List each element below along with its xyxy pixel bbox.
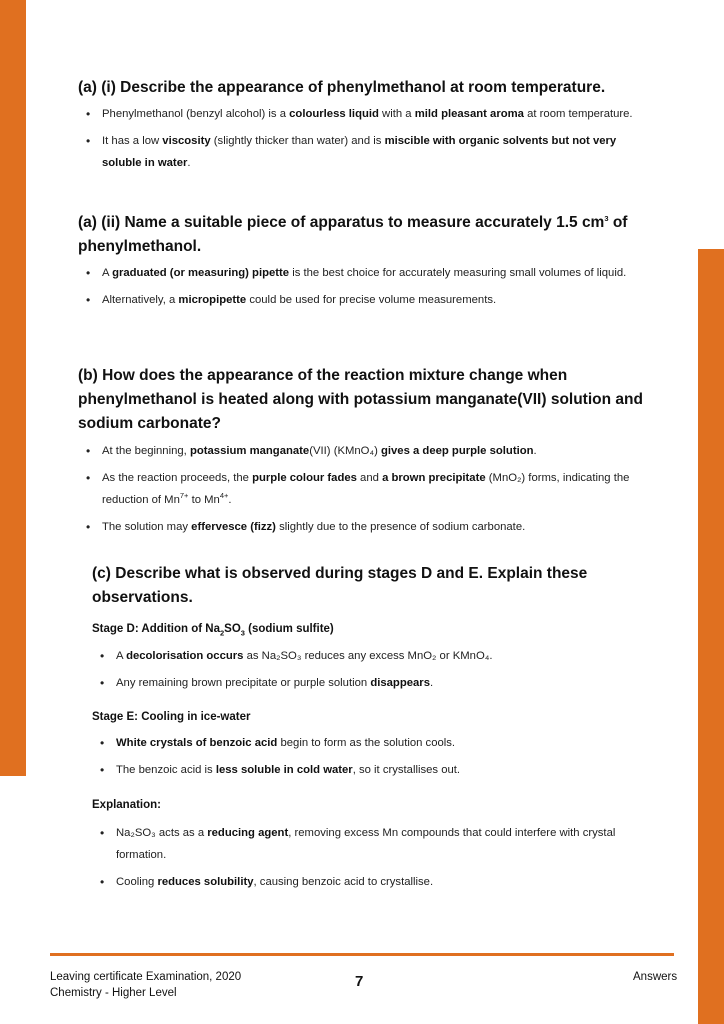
- list-item: • White crystals of benzoic acid begin to form as the solution cools.: [92, 732, 652, 754]
- list-explanation: [92, 822, 652, 898]
- list-item: • Any remaining brown precipitate or purple solution disappears.: [92, 672, 652, 694]
- list-item: • It has a low viscosity (slightly thicker than water) and is miscible with organic solvents but not very soluble in water.: [78, 130, 638, 174]
- list-item: • Cooling reduces solubility, causing benzoic acid to crystallise.: [92, 871, 652, 893]
- explanation-heading: Explanation:: [92, 799, 162, 811]
- list-stage-d: [92, 645, 652, 699]
- list-stage-e: [92, 732, 652, 786]
- list-item: • A decolorisation occurs as Na₂SO₃ reduces any excess MnO₂ or KMnO₄.: [92, 645, 652, 667]
- footer-exam-title: Leaving certificate Examination, 2020: [50, 971, 242, 983]
- list-b: [78, 440, 638, 543]
- heading-a-ii: (a) (ii) Name a suitable piece of apparatus to measure accurately 1.5 $cm^3$ of phenylmethanol.: [78, 213, 628, 255]
- list-item: • As the reaction proceeds, the purple colour fades and a brown precipitate (MnO₂) forms, indicating the reduction of $Mn^{7+}$ to $Mn^{4+}$.: [78, 467, 638, 511]
- list-a-ii: [78, 262, 638, 316]
- list-item: • The benzoic acid is less soluble in cold water, so it crystallises out.: [92, 759, 652, 781]
- heading-c: (c) Describe what is observed during stages D and E. Explain these observations.: [92, 565, 588, 606]
- list-item: • The solution may effervesce (fizz) slightly due to the presence of sodium carbonate.: [78, 516, 638, 538]
- footer-section-label: Answers: [633, 971, 678, 983]
- right-accent-bar: [698, 249, 724, 1024]
- list-item: • Alternatively, a micropipette could be used for precise volume measurements.: [78, 289, 638, 311]
- footer-divider: [50, 953, 674, 956]
- list-item: • Na₂SO₃ acts as a reducing agent, removing excess Mn compounds that could interfere with crystal formation.: [92, 822, 652, 866]
- left-accent-bar: [0, 0, 26, 776]
- heading-b: (b) How does the appearance of the reaction mixture change when phenylmethanol is heated along with potassium manganate(VII) solution and sodium carbonate?: [78, 367, 643, 432]
- stage-d-heading: Stage D: Addition of $Na_2SO_3$ (sodium sulfite): [92, 623, 334, 638]
- footer-subject: Chemistry - Higher Level: [50, 987, 177, 999]
- list-item: • At the beginning, potassium manganate(VII) (KMnO₄) gives a deep purple solution.: [78, 440, 638, 462]
- footer-exam-info: [50, 969, 241, 1001]
- list-item: • Phenylmethanol (benzyl alcohol) is a colourless liquid with a mild pleasant aroma at room temperature.: [78, 103, 638, 125]
- heading-a-i: (a) (i) Describe the appearance of phenylmethanol at room temperature.: [78, 79, 606, 96]
- stage-e-heading: Stage E: Cooling in ice-water: [92, 711, 251, 723]
- page-number: 7: [355, 973, 364, 990]
- list-item: • A graduated (or measuring) pipette is the best choice for accurately measuring small volumes of liquid.: [78, 262, 638, 284]
- list-a-i: [78, 103, 638, 179]
